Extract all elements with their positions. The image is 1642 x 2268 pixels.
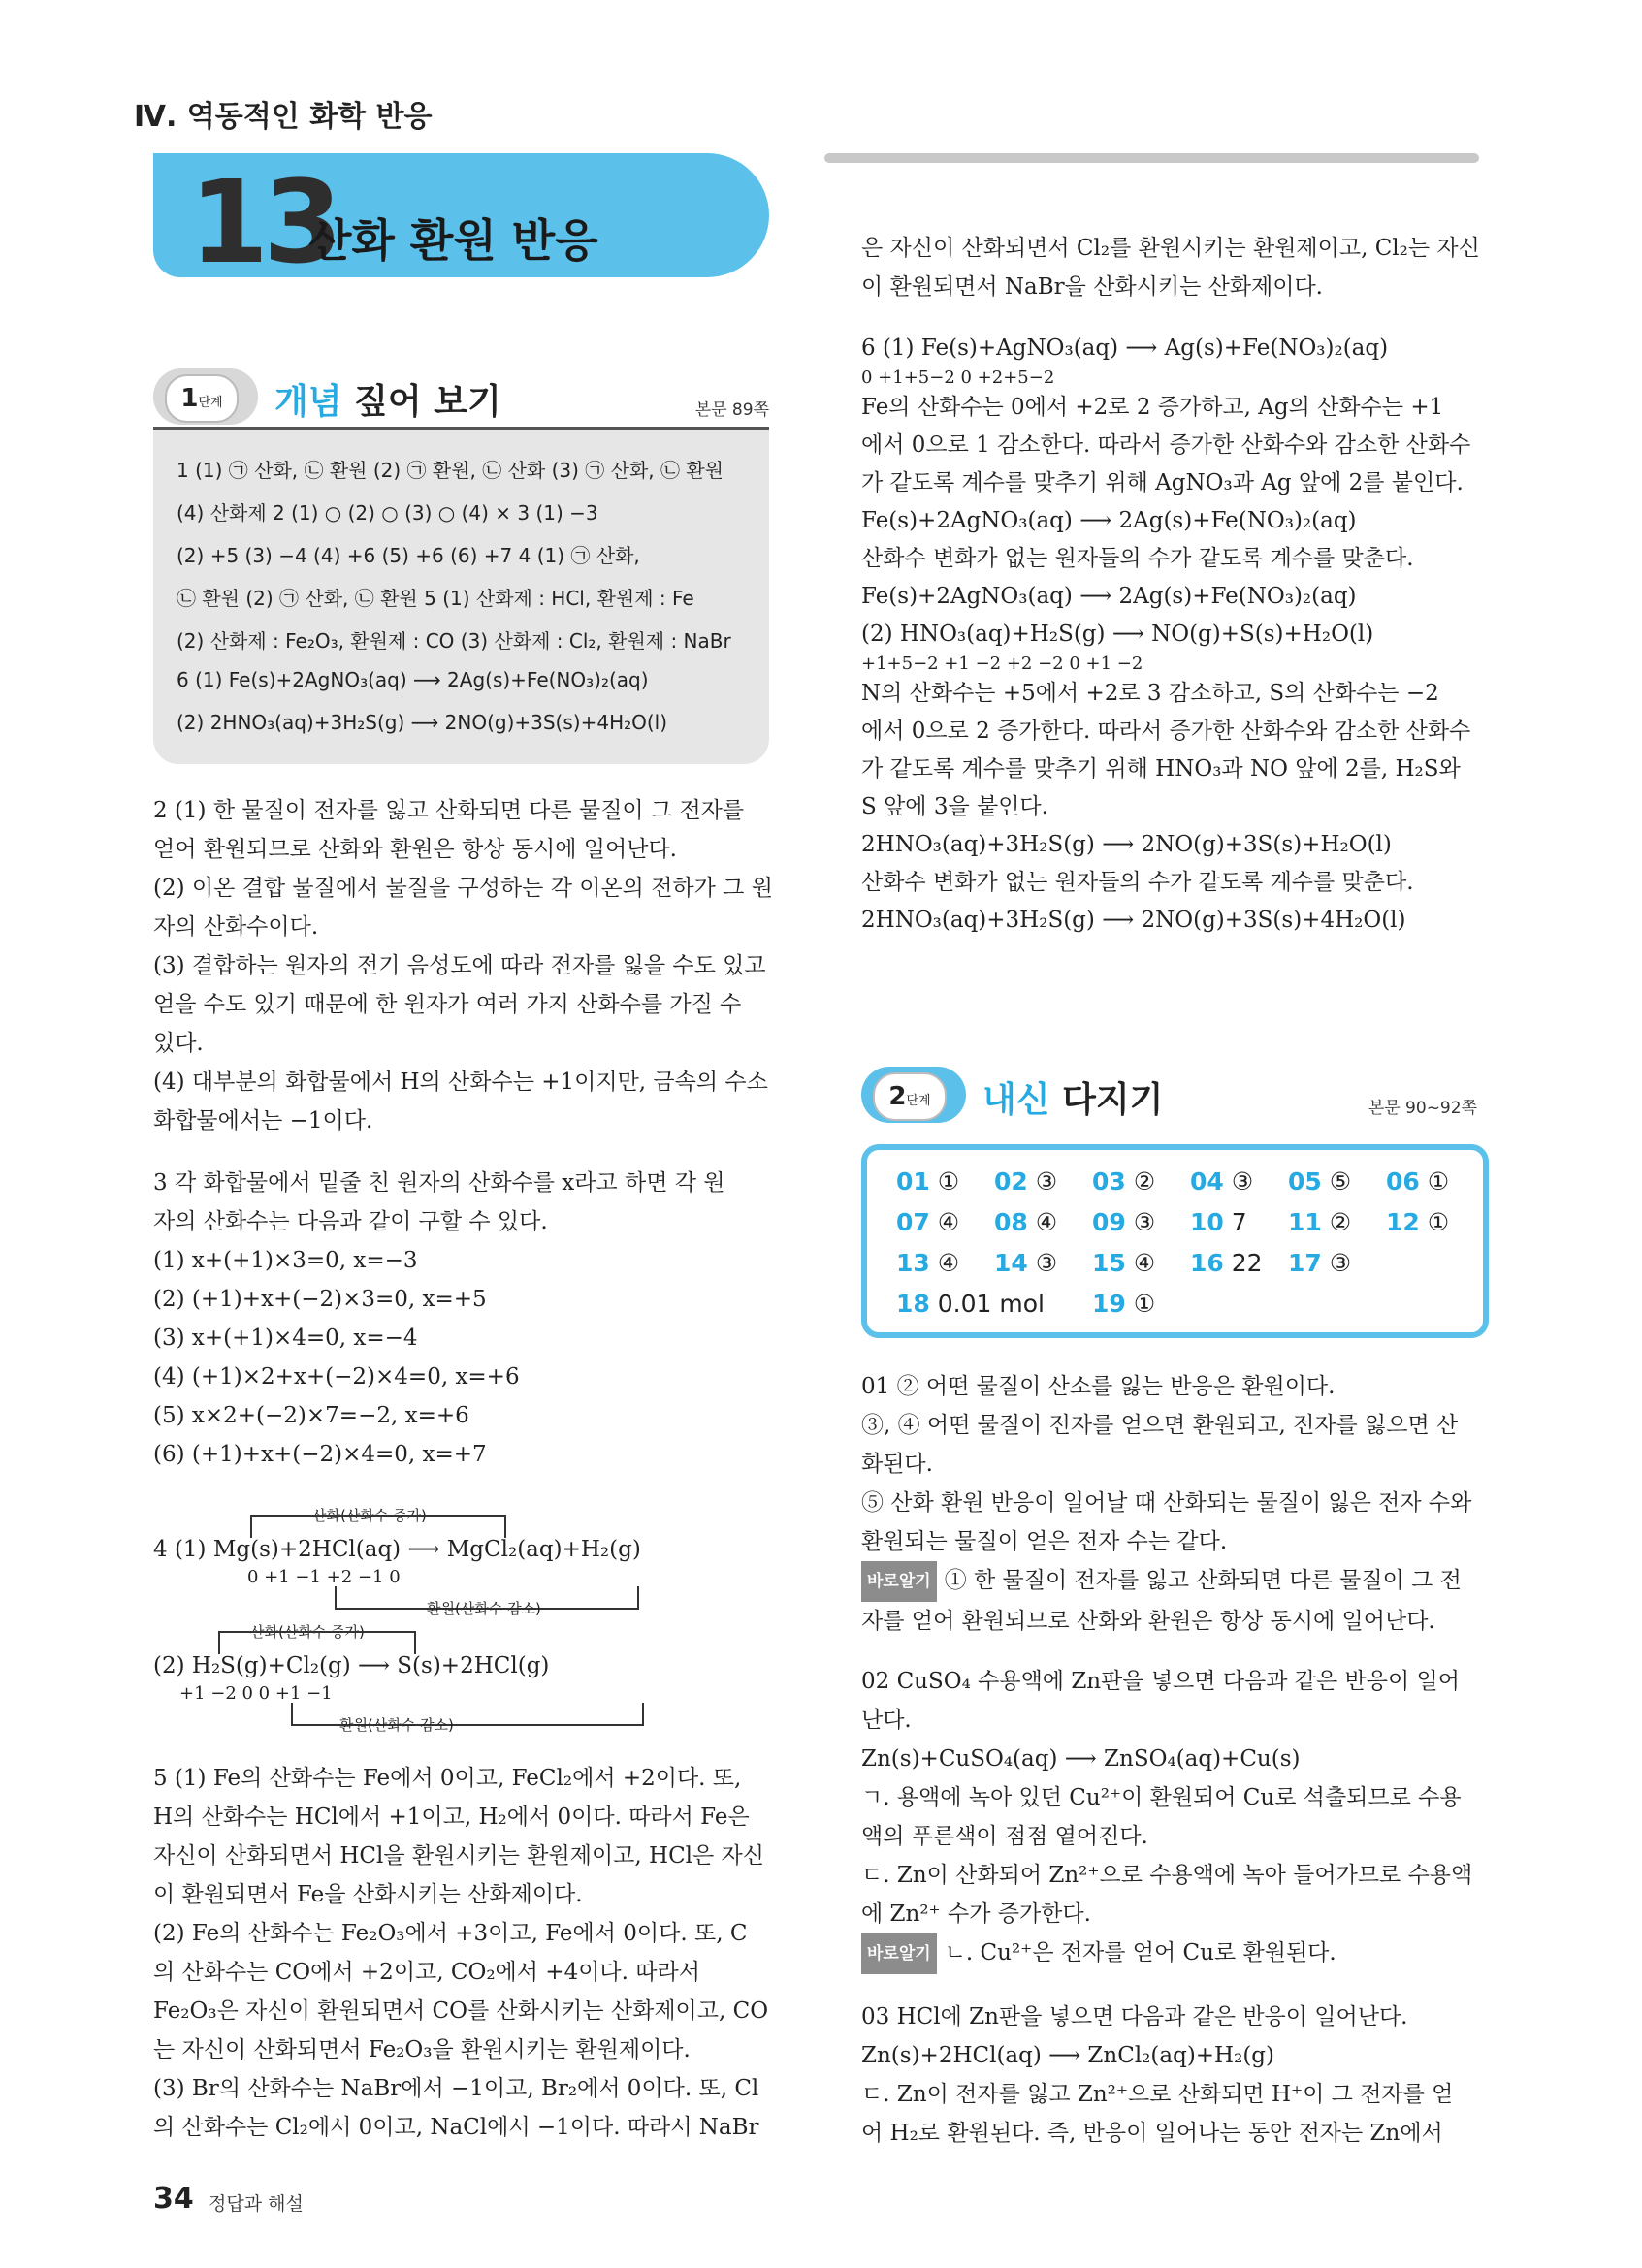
text-line: 01 ② 어떤 물질이 산소를 잃는 반응은 환원이다. xyxy=(861,1374,1336,1399)
oxidation-numbers: +1 −2 0 0 +1 −1 xyxy=(179,1683,333,1704)
text-line: (5) x×2+(−2)×7=−2, x=+6 xyxy=(153,1403,469,1428)
text-line: 2 (1) 한 물질이 전자를 잃고 산화되면 다른 물질이 그 전자를 xyxy=(153,798,745,823)
correction-tag: 바로알기 xyxy=(861,1561,937,1602)
step2-badge xyxy=(873,1072,947,1121)
answer-item xyxy=(896,1208,959,1236)
answer-item xyxy=(994,1167,1057,1196)
text-line: ㄷ. Zn이 전자를 잃고 Zn²⁺으로 산화되면 H⁺이 그 전자를 얻 xyxy=(861,2082,1454,2107)
answer-value: ① xyxy=(1133,1290,1156,1318)
explanation-03 xyxy=(861,1997,1453,2153)
correction-tag: 바로알기 xyxy=(861,1933,937,1974)
text-line: 에 Zn²⁺ 수가 증가한다. xyxy=(861,1901,1091,1927)
step2-title-highlight: 내신 xyxy=(982,1080,1050,1120)
text-line: S 앞에 3을 붙인다. xyxy=(861,794,1048,819)
step2-page-ref: 본문 90~92쪽 xyxy=(1368,1099,1477,1118)
footer-label: 정답과 해설 xyxy=(209,2193,304,2215)
concept-row: 1 (1) ㉠ 산화, ㉡ 환원 (2) ㉠ 환원, ㉡ 산화 (3) ㉠ 산화, ㉡ 환원 xyxy=(177,459,724,482)
answer-number: 02 xyxy=(994,1167,1028,1196)
text-line: 에서 0으로 1 감소한다. 따라서 증가한 산화수와 감소한 산화수 xyxy=(861,432,1471,458)
text-line: 0 +1+5−2 0 +2+5−2 xyxy=(861,367,1055,388)
answer-number: 11 xyxy=(1288,1208,1322,1236)
text-line: 얻어 환원되므로 산화와 환원은 항상 동시에 일어난다. xyxy=(153,837,677,862)
answer-item xyxy=(1288,1208,1351,1236)
text-line: N의 산화수는 +5에서 +2로 3 감소하고, S의 산화수는 −2 xyxy=(861,681,1439,706)
answer-value: 7 xyxy=(1231,1208,1247,1236)
answer-item xyxy=(1092,1208,1155,1236)
answer-item xyxy=(994,1208,1057,1236)
text-line: 이 환원되면서 NaBr을 산화시키는 산화제이다. xyxy=(861,274,1323,300)
text-line: 자신이 산화되면서 HCl을 환원시키는 환원제이고, HCl은 자신 xyxy=(153,1843,764,1869)
oxidation-note: 산화(산화수 증가) xyxy=(312,1507,427,1524)
answer-item xyxy=(896,1290,1045,1318)
text-line: 6 (1) Fe(s)+AgNO₃(aq) ⟶ Ag(s)+Fe(NO₃)₂(aq) xyxy=(861,335,1389,361)
step2-title xyxy=(982,1072,1163,1122)
text-line: 의 산화수는 Cl₂에서 0이고, NaCl에서 −1이다. 따라서 NaBr xyxy=(153,2115,759,2140)
answer-value: ④ xyxy=(1035,1208,1058,1236)
text-line: 얻을 수도 있기 때문에 한 원자가 여러 가지 산화수를 가질 수 xyxy=(153,992,742,1017)
explanation-q5-continued xyxy=(861,229,1480,306)
concept-row: (2) 2HNO₃(aq)+3H₂S(g) ⟶ 2NO(g)+3S(s)+4H₂O(l) xyxy=(177,711,668,734)
answer-value: ③ xyxy=(1231,1167,1254,1196)
reduction-note: 환원(산화수 감소) xyxy=(427,1600,541,1617)
text-line: 2HNO₃(aq)+3H₂S(g) ⟶ 2NO(g)+3S(s)+4H₂O(l) xyxy=(861,908,1406,933)
page-number: 34 xyxy=(153,2182,194,2216)
text-line: 가 같도록 계수를 맞추기 위해 AgNO₃과 Ag 앞에 2를 붙인다. xyxy=(861,470,1464,495)
text-line: (2) Fe의 산화수는 Fe₂O₃에서 +3이고, Fe에서 0이다. 또, C xyxy=(153,1921,748,1946)
step1-header xyxy=(153,368,769,425)
answer-item xyxy=(1190,1167,1253,1196)
reduction-note: 환원(산화수 감소) xyxy=(339,1716,454,1734)
text-line: ㄱ. 용액에 녹아 있던 Cu²⁺이 환원되어 Cu로 석출되므로 수용 xyxy=(861,1785,1462,1810)
text-line: 3 각 화합물에서 밑줄 친 원자의 산화수를 x라고 하면 각 원 xyxy=(153,1170,725,1196)
text-line: 자를 얻어 환원되므로 산화와 환원은 항상 동시에 일어난다. xyxy=(861,1609,1435,1634)
answer-item xyxy=(1386,1208,1449,1236)
answer-value: ④ xyxy=(937,1249,960,1277)
text-line: H의 산화수는 HCl에서 +1이고, H₂에서 0이다. 따라서 Fe은 xyxy=(153,1805,750,1830)
text-line: Zn(s)+2HCl(aq) ⟶ ZnCl₂(aq)+H₂(g) xyxy=(861,2043,1275,2068)
oxidation-numbers: 0 +1 −1 +2 −1 0 xyxy=(247,1567,401,1587)
unit-title: Ⅳ. 역동적인 화학 반응 xyxy=(134,100,433,134)
text-line: 어 H₂로 환원된다. 즉, 반응이 일어나는 동안 전자는 Zn에서 xyxy=(861,2121,1443,2146)
step1-title xyxy=(274,374,501,424)
text-line: Fe₂O₃은 자신이 환원되면서 CO를 산화시키는 산화제이고, CO xyxy=(153,1998,769,2024)
answer-value: ③ xyxy=(1133,1208,1156,1236)
column-top-rule xyxy=(824,153,1479,163)
oxidation-note: 산화(산화수 증가) xyxy=(250,1623,365,1641)
answer-number: 04 xyxy=(1190,1167,1224,1196)
text-line: +1+5−2 +1 −2 +2 −2 0 +1 −2 xyxy=(861,654,1143,674)
answer-item xyxy=(1288,1167,1351,1196)
text-line: 는 자신이 산화되면서 Fe₂O₃을 환원시키는 환원제이다. xyxy=(153,2037,691,2062)
answer-number: 19 xyxy=(1092,1290,1126,1318)
step2-badge-num: 2 xyxy=(888,1082,907,1111)
answer-key-box xyxy=(861,1144,1489,1338)
text-line: 자의 산화수이다. xyxy=(153,914,319,940)
text-line: ③, ④ 어떤 물질이 전자를 얻으면 환원되고, 전자를 잃으면 산 xyxy=(861,1413,1459,1438)
answer-number: 08 xyxy=(994,1208,1028,1236)
text-line: 난다. xyxy=(861,1708,912,1733)
step1-badge-label: 단계 xyxy=(198,396,223,410)
answer-number: 06 xyxy=(1386,1167,1420,1196)
correction-text: ① 한 물질이 전자를 잃고 산화되면 다른 물질이 그 전 xyxy=(944,1568,1462,1593)
chapter-title: 산화 환원 반응 xyxy=(308,214,598,267)
answer-number: 17 xyxy=(1288,1249,1322,1277)
answer-value: ④ xyxy=(937,1208,960,1236)
text-line: (2) 이온 결합 물질에서 물질을 구성하는 각 이온의 전하가 그 원 xyxy=(153,876,773,901)
text-line: 02 CuSO₄ 수용액에 Zn판을 넣으면 다음과 같은 반응이 일어 xyxy=(861,1669,1460,1694)
answer-value: 0.01 mol xyxy=(937,1290,1045,1318)
answer-value: ④ xyxy=(1133,1249,1156,1277)
answer-item xyxy=(896,1167,959,1196)
answer-number: 09 xyxy=(1092,1208,1126,1236)
text-line: (3) x+(+1)×4=0, x=−4 xyxy=(153,1326,418,1351)
equation-line: 4 (1) Mg(s)+2HCl(aq) ⟶ MgCl₂(aq)+H₂(g) xyxy=(153,1537,641,1562)
step1-page-ref: 본문 89쪽 xyxy=(694,400,769,420)
concept-row: (4) 산화제 2 (1) ○ (2) ○ (3) ○ (4) × 3 (1) −3 xyxy=(177,501,598,525)
text-line: 에서 0으로 2 증가한다. 따라서 증가한 산화수와 감소한 산화수 xyxy=(861,719,1471,744)
text-line: 이 환원되면서 Fe을 산화시키는 산화제이다. xyxy=(153,1882,583,1907)
explanation-q5 xyxy=(153,1759,768,2147)
text-line xyxy=(861,1561,1471,1602)
step2-title-rest: 다지기 xyxy=(1049,1080,1164,1120)
text-line: 산화수 변화가 없는 원자들의 수가 같도록 계수를 맞춘다. xyxy=(861,546,1414,571)
text-line: 은 자신이 산화되면서 Cl₂를 환원시키는 환원제이고, Cl₂는 자신 xyxy=(861,236,1480,261)
answer-item xyxy=(1190,1249,1263,1277)
step2-badge-label: 단계 xyxy=(906,1094,931,1108)
answer-value: ② xyxy=(1329,1208,1352,1236)
correction-text: ㄴ. Cu²⁺은 전자를 얻어 Cu로 환원된다. xyxy=(944,1940,1336,1965)
answer-item xyxy=(1092,1290,1155,1318)
answer-value: ⑤ xyxy=(1329,1167,1352,1196)
text-line: (4) 대부분의 화합물에서 H의 산화수는 +1이지만, 금속의 수소 xyxy=(153,1070,768,1095)
text-line: 액의 푸른색이 점점 옅어진다. xyxy=(861,1824,1148,1849)
text-line: 환원되는 물질이 얻은 전자 수는 같다. xyxy=(861,1529,1228,1554)
text-line: (2) HNO₃(aq)+H₂S(g) ⟶ NO(g)+S(s)+H₂O(l) xyxy=(861,622,1374,647)
concept-row: 6 (1) Fe(s)+2AgNO₃(aq) ⟶ 2Ag(s)+Fe(NO₃)₂(aq) xyxy=(177,668,649,691)
answer-number: 03 xyxy=(1092,1167,1126,1196)
concept-answer-box xyxy=(153,427,769,764)
text-line: Zn(s)+CuSO₄(aq) ⟶ ZnSO₄(aq)+Cu(s) xyxy=(861,1746,1301,1772)
concept-row: ㉡ 환원 (2) ㉠ 산화, ㉡ 환원 5 (1) 산화제 : HCl, 환원제 : Fe xyxy=(177,587,694,610)
answer-number: 15 xyxy=(1092,1249,1126,1277)
answer-number: 16 xyxy=(1190,1249,1224,1277)
text-line: 화합물에서는 −1이다. xyxy=(153,1108,373,1134)
step1-title-highlight: 개념 xyxy=(274,382,342,422)
answer-number: 01 xyxy=(896,1167,930,1196)
answer-number: 14 xyxy=(994,1249,1028,1277)
text-line: (6) (+1)+x+(−2)×4=0, x=+7 xyxy=(153,1442,487,1467)
answer-number: 05 xyxy=(1288,1167,1322,1196)
answer-number: 07 xyxy=(896,1208,930,1236)
explanation-q6 xyxy=(861,330,1470,940)
text-line: 가 같도록 계수를 맞추기 위해 HNO₃과 NO 앞에 2를, H₂S와 xyxy=(861,756,1461,782)
answer-value: ① xyxy=(937,1167,960,1196)
step2-header xyxy=(861,1067,1477,1123)
text-line: Fe(s)+2AgNO₃(aq) ⟶ 2Ag(s)+Fe(NO₃)₂(aq) xyxy=(861,508,1357,533)
answer-item xyxy=(1092,1167,1155,1196)
text-line xyxy=(861,1933,1472,1974)
text-line: ⑤ 산화 환원 반응이 일어날 때 산화되는 물질이 잃은 전자 수와 xyxy=(861,1490,1472,1516)
answer-value: ① xyxy=(1427,1208,1450,1236)
answer-number: 18 xyxy=(896,1290,930,1318)
answer-number: 13 xyxy=(896,1249,930,1277)
equation-line: (2) H₂S(g)+Cl₂(g) ⟶ S(s)+2HCl(g) xyxy=(153,1653,550,1678)
text-line: (4) (+1)×2+x+(−2)×4=0, x=+6 xyxy=(153,1364,520,1390)
answer-value: ① xyxy=(1427,1167,1450,1196)
chapter-number: 13 xyxy=(189,155,338,289)
text-line: 5 (1) Fe의 산화수는 Fe에서 0이고, FeCl₂에서 +2이다. 또, xyxy=(153,1766,742,1791)
answer-item xyxy=(1190,1208,1247,1236)
answer-value: ③ xyxy=(1035,1167,1058,1196)
text-line: Fe의 산화수는 0에서 +2로 2 증가하고, Ag의 산화수는 +1 xyxy=(861,395,1444,420)
answer-value: ② xyxy=(1133,1167,1156,1196)
text-line: (3) 결합하는 원자의 전기 음성도에 따라 전자를 잃을 수도 있고 xyxy=(153,953,766,978)
answer-value: ③ xyxy=(1329,1249,1352,1277)
explanation-02 xyxy=(861,1662,1472,1974)
answer-number: 10 xyxy=(1190,1208,1224,1236)
text-line: 의 산화수는 CO에서 +2이고, CO₂에서 +4이다. 따라서 xyxy=(153,1960,700,1985)
step1-title-rest: 짚어 보기 xyxy=(341,382,501,422)
answer-item xyxy=(1092,1249,1155,1277)
text-line: 03 HCl에 Zn판을 넣으면 다음과 같은 반응이 일어난다. xyxy=(861,2004,1408,2029)
text-line: 2HNO₃(aq)+3H₂S(g) ⟶ 2NO(g)+3S(s)+H₂O(l) xyxy=(861,832,1392,857)
answer-item xyxy=(896,1249,959,1277)
text-line: (1) x+(+1)×3=0, x=−3 xyxy=(153,1248,418,1273)
text-line: Fe(s)+2AgNO₃(aq) ⟶ 2Ag(s)+Fe(NO₃)₂(aq) xyxy=(861,584,1357,609)
answer-value: 22 xyxy=(1231,1249,1263,1277)
answer-item xyxy=(1288,1249,1351,1277)
text-line: (2) (+1)+x+(−2)×3=0, x=+5 xyxy=(153,1287,487,1312)
step1-badge-num: 1 xyxy=(180,384,199,413)
text-line: 자의 산화수는 다음과 같이 구할 수 있다. xyxy=(153,1209,548,1234)
text-line: 화된다. xyxy=(861,1452,933,1477)
concept-row: (2) 산화제 : Fe₂O₃, 환원제 : CO (3) 산화제 : Cl₂, 환원제 : NaBr xyxy=(177,629,731,653)
explanation-01 xyxy=(861,1367,1471,1641)
concept-row: (2) +5 (3) −4 (4) +6 (5) +6 (6) +7 4 (1) ㉠ 산화, xyxy=(177,544,640,567)
step1-badge xyxy=(165,374,239,423)
text-line: 산화수 변화가 없는 원자들의 수가 같도록 계수를 맞춘다. xyxy=(861,870,1414,895)
text-line: 있다. xyxy=(153,1031,204,1056)
answer-item xyxy=(994,1249,1057,1277)
explanation-q3 xyxy=(153,1164,725,1474)
text-line: ㄷ. Zn이 산화되어 Zn²⁺으로 수용액에 녹아 들어가므로 수용액 xyxy=(861,1863,1473,1888)
answer-number: 12 xyxy=(1386,1208,1420,1236)
answer-item xyxy=(1386,1167,1449,1196)
text-line: (3) Br의 산화수는 NaBr에서 −1이고, Br₂에서 0이다. 또, Cl xyxy=(153,2076,759,2101)
answer-value: ③ xyxy=(1035,1249,1058,1277)
explanation-q2 xyxy=(153,791,773,1140)
